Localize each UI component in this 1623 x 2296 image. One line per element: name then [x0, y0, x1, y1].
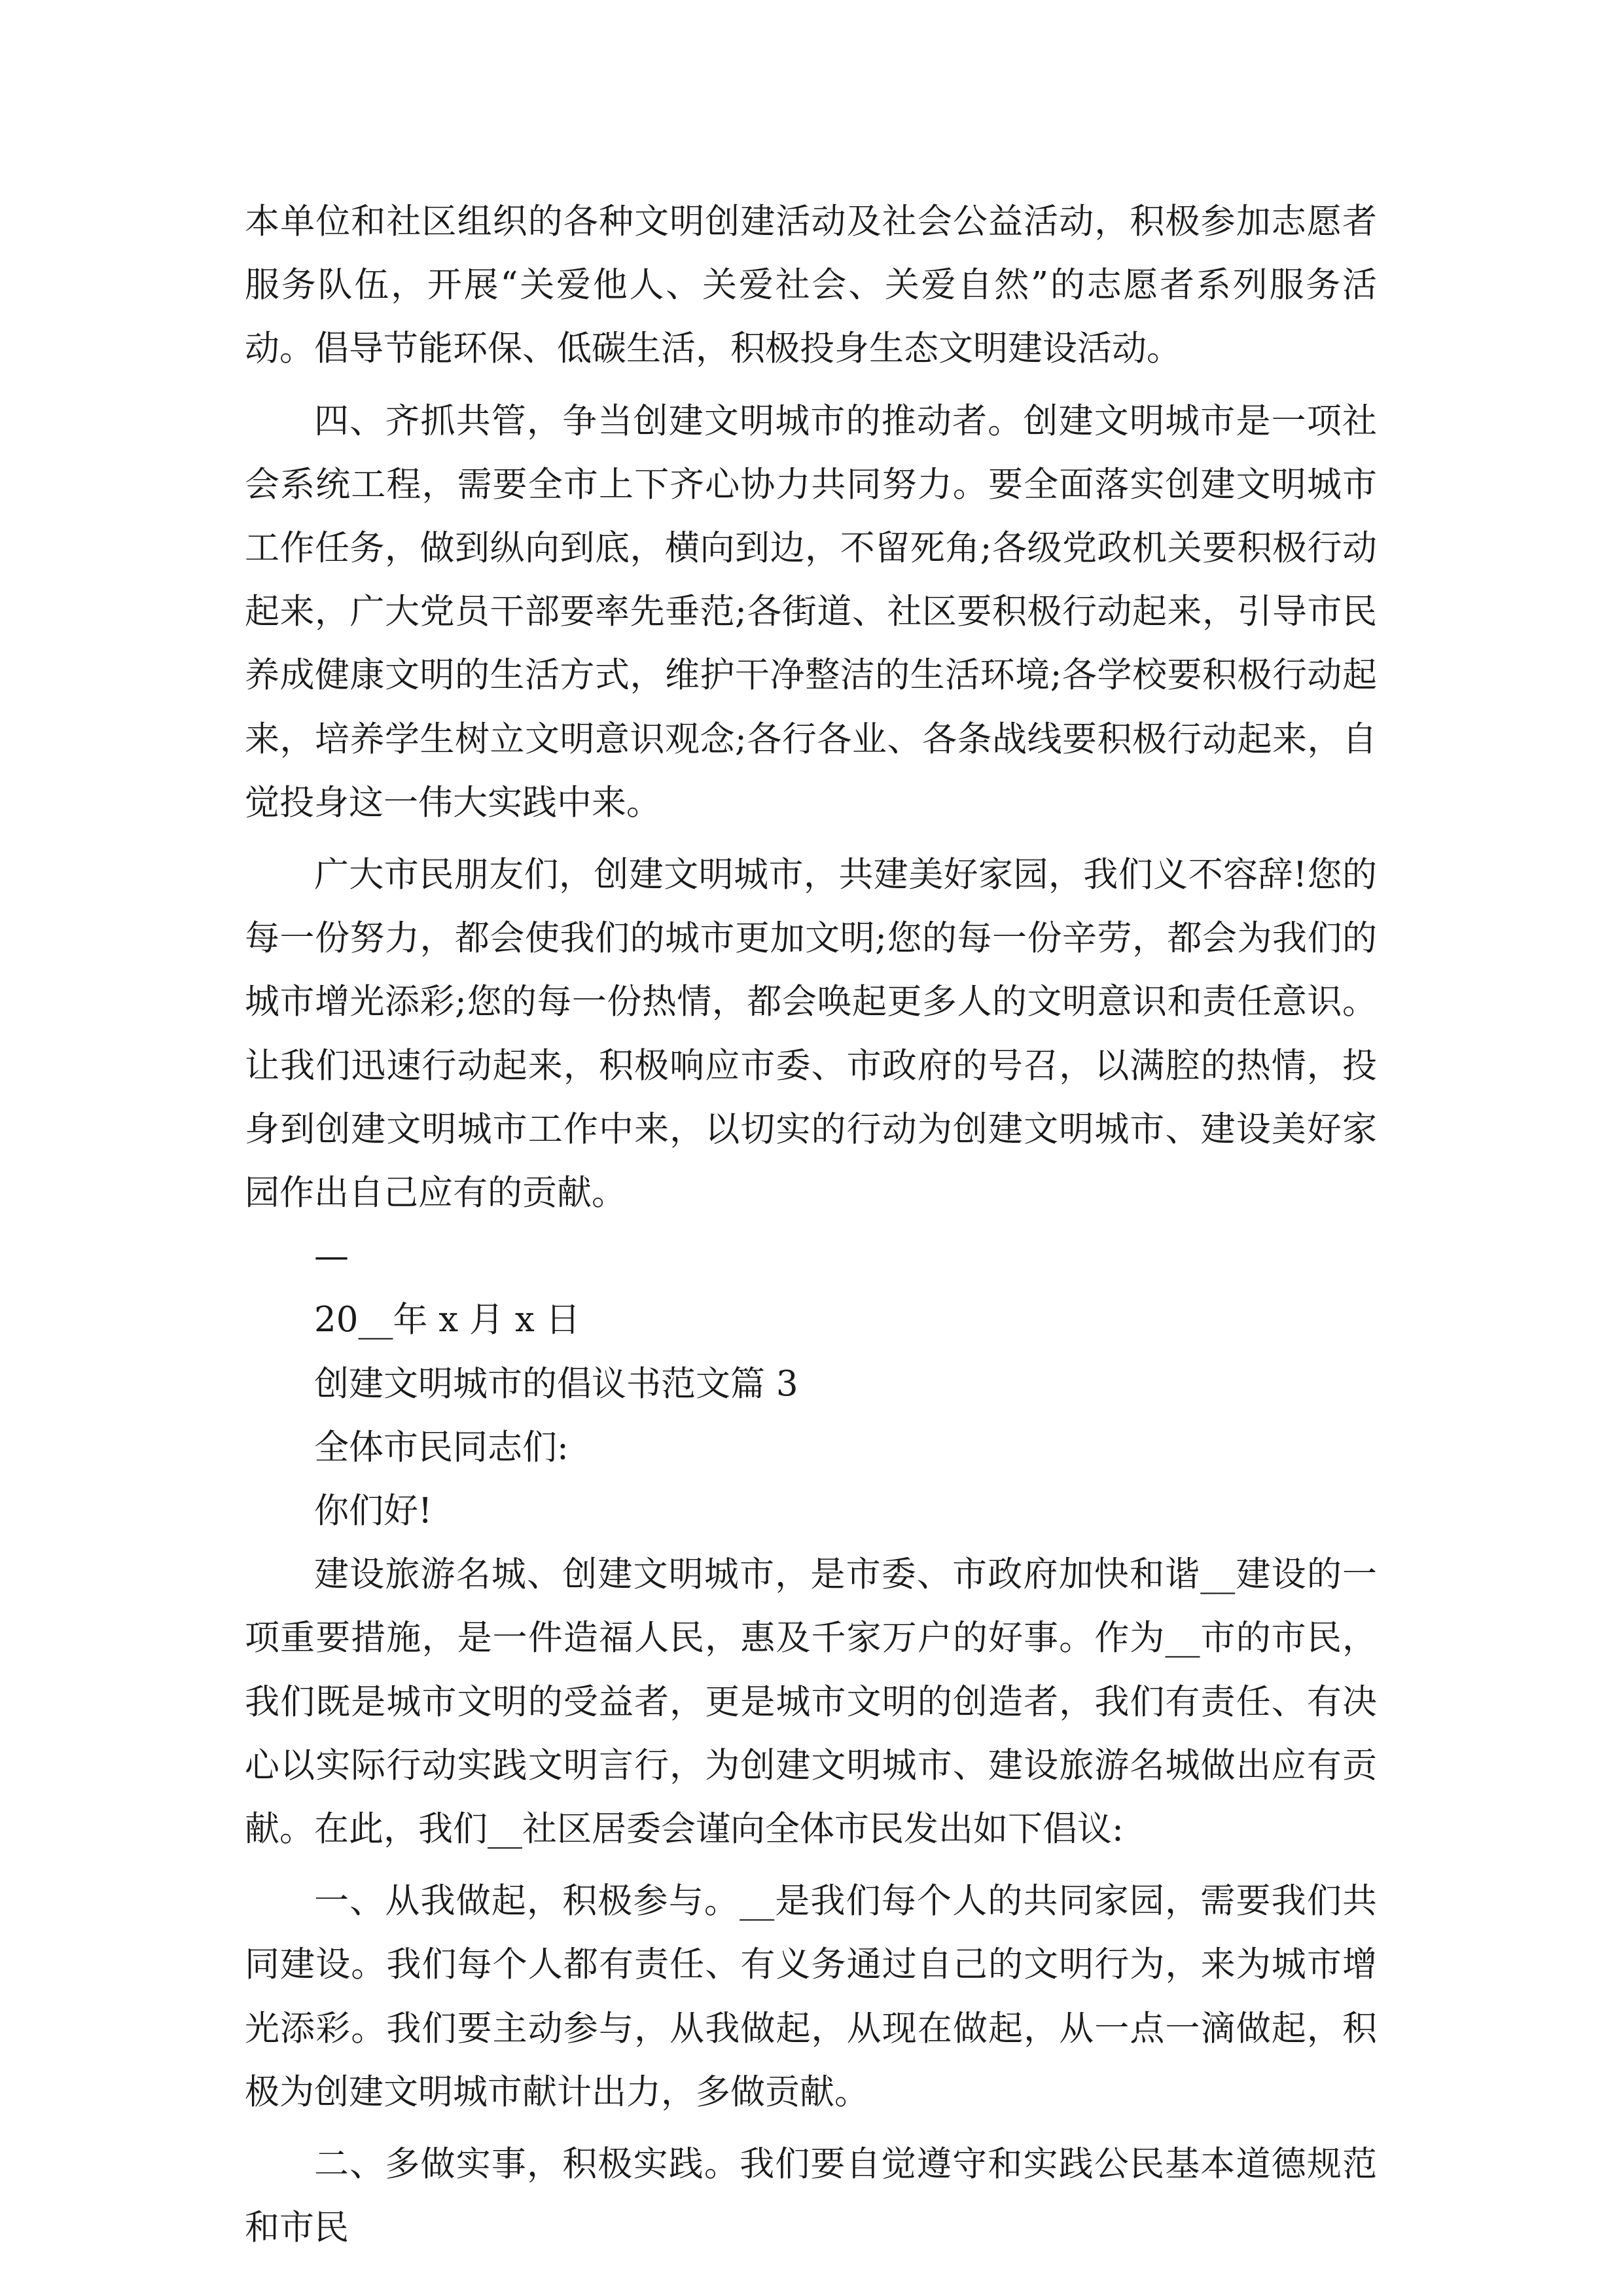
paragraph-introduction: 建设旅游名城、创建文明城市，是市委、市政府加快和谐__建设的一项重要措施，是一件造福人民，惠及千家万户的好事。作为__市的市民，我们既是城市文明的受益者，更是城市文明的创造者，我们有责任、有决心以实际行动实践文明言行，为创建文明城市、建设旅游名城做出应有贡献。在此，我们__社区居委会谨向全体市民发出如下倡议:	[245, 1554, 1377, 1850]
signature-dash: —	[314, 1236, 349, 1277]
paragraph-section-four: 四、齐抓共管，争当创建文明城市的推动者。创建文明城市是一项社会系统工程，需要全市上下齐心协力共同努力。要全面落实创建文明城市工作任务，做到纵向到底，横向到边，不留死角;各级党政机关要积极行动起来，广大党员干部要率先垂范;各街道、社区要积极行动起来，引导市民养成健康文明的生活方式，维护干净整洁的生活环境;各学校要积极行动起来，培养学生树立文明意识观念;各行各业、各条战线要积极行动起来，自觉投身这一伟大实践中来。	[245, 401, 1377, 823]
paragraph-appeal: 广大市民朋友们，创建文明城市，共建美好家园，我们义不容辞!您的每一份努力，都会使我们的城市更加文明;您的每一份辛劳，都会为我们的城市增光添彩;您的每一份热情，都会唤起更多人的文明意识和责任意识。让我们迅速行动起来，积极响应市委、市政府的号召，以满腔的热情，投身到创建文明城市工作中来，以切实的行动为创建文明城市、建设美好家园作出自己应有的贡献。	[245, 855, 1377, 1213]
document-page	[245, 190, 1377, 2259]
salutation: 全体市民同志们:	[314, 1427, 569, 1467]
article-heading: 创建文明城市的倡议书范文篇 3	[314, 1363, 798, 1404]
paragraph-item-two: 二、多做实事，积极实践。我们要自觉遵守和实践公民基本道德规范和市民	[245, 2144, 1377, 2248]
paragraph-continuation: 本单位和社区组织的各种文明创建活动及社会公益活动，积极参加志愿者服务队伍，开展“关爱他人、关爱社会、关爱自然”的志愿者系列服务活动。倡导节能环保、低碳生活，积极投身生态文明建设活动。	[245, 202, 1377, 369]
paragraph-item-one: 一、从我做起，积极参与。__是我们每个人的共同家园，需要我们共同建设。我们每个人都有责任、有义务通过自己的文明行为，来为城市增光添彩。我们要主动参与，从我做起，从现在做起，从一点一滴做起，积极为创建文明城市献计出力，多做贡献。	[245, 1881, 1377, 2112]
greeting: 你们好!	[314, 1491, 433, 1532]
date-line: 20__年 x 月 x 日	[314, 1300, 580, 1340]
